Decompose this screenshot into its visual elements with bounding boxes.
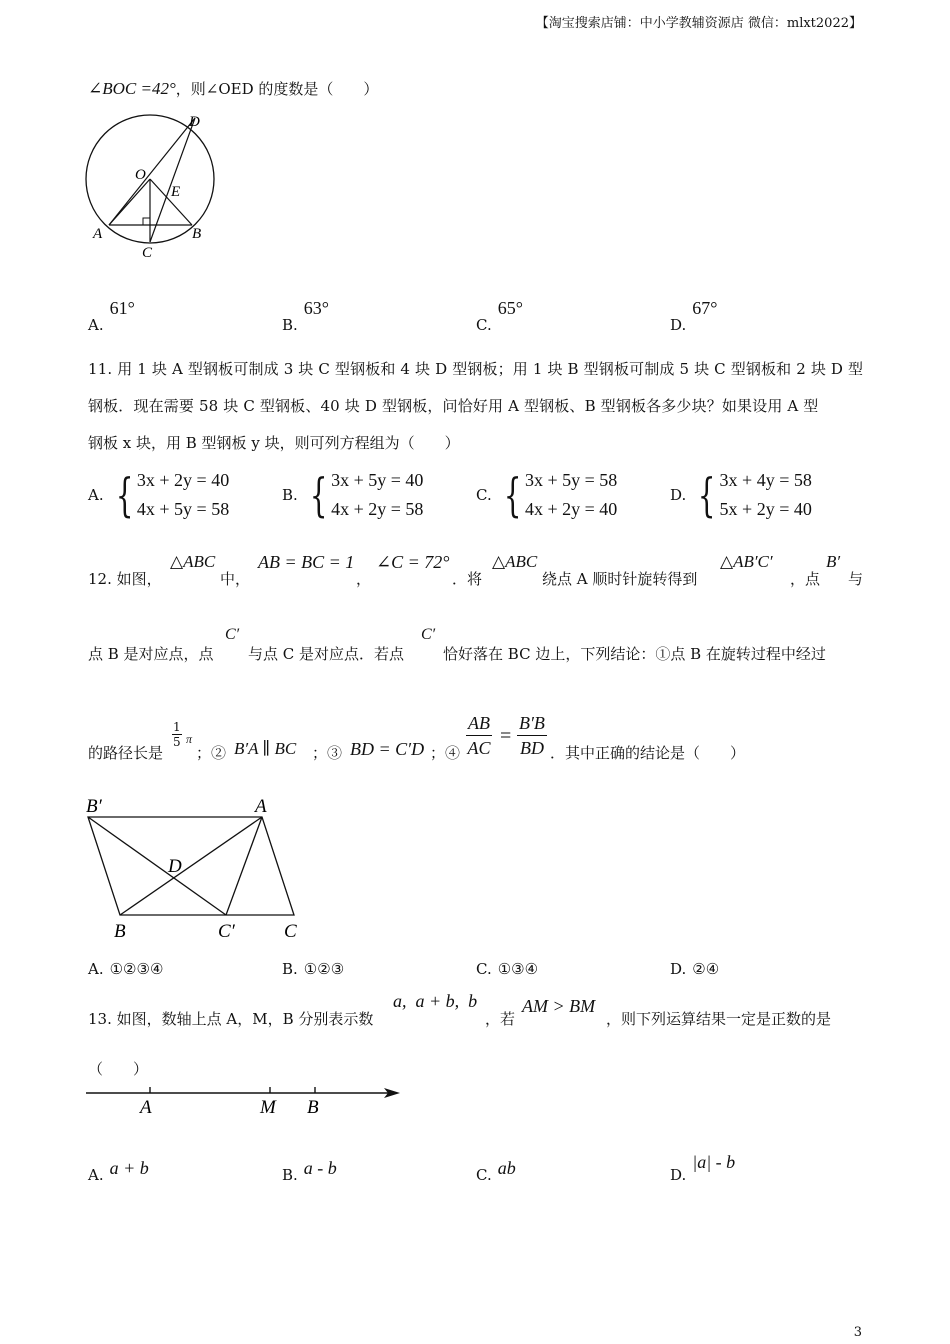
q12-p5: 绕点 A 顺时针旋转得到: [542, 570, 698, 588]
q12-l2c: 恰好落在 BC 边上，下列结论：①点 B 在旋转过程中经过: [443, 645, 826, 663]
q11-line3: 钢板 x 块，用 B 型钢板 y 块，则可列方程组为（ ）: [88, 434, 460, 452]
q11-line2: 钢板．现在需要 58 块 C 型钢板、40 块 D 型钢板，问恰好用 A 型钢板、B 型钢板各多少块？如果设用 A 型: [88, 397, 819, 415]
q11-option-b[interactable]: B. { 3x + 5y = 40 4x + 2y = 58: [282, 468, 424, 522]
q10-figure: [84, 110, 224, 262]
page-number: 3: [853, 1325, 862, 1340]
q13-label-b: B: [307, 1097, 319, 1118]
q12-m6: B′: [826, 552, 841, 571]
q10-label-d: D: [189, 114, 200, 130]
q13-label-a: A: [140, 1097, 152, 1118]
q10-stem: [88, 80, 378, 97]
q12-l3d: ；④: [430, 744, 461, 762]
q10-seg-cd: [150, 118, 195, 242]
q12-p2: 中，: [220, 570, 251, 588]
q12-p7: 与: [848, 570, 864, 588]
q13-option-a[interactable]: A. a + b: [88, 1158, 149, 1184]
q13-m2: AM > BM: [522, 996, 596, 1016]
q13-label-m: M: [260, 1097, 276, 1118]
q12-seg-b-a: [120, 817, 262, 915]
q10-stem-text: ，则∠OED 的度数是（ ）: [175, 80, 379, 98]
q13-line2: （ ）: [88, 1060, 149, 1078]
q12-p6: ，点: [790, 570, 821, 588]
q12-label-d: D: [168, 856, 182, 877]
q13-p2: ，若: [485, 1010, 516, 1028]
q12-option-c[interactable]: C. ①③④: [476, 960, 539, 978]
q12-l3a: 的路径长是: [88, 744, 164, 762]
q12-pi: π: [186, 732, 193, 746]
q13-p1: 13. 如图，数轴上点 A，M，B 分别表示数: [88, 1010, 374, 1028]
q12-label-c: C: [284, 921, 297, 942]
q10-label-e: E: [171, 184, 181, 200]
q10-label-b: B: [192, 226, 202, 242]
brace-icon: {: [503, 468, 522, 522]
q12-l3b: ；②: [196, 744, 227, 762]
q12-p4: ．将: [452, 570, 483, 588]
q10-option-c[interactable]: C.65°: [476, 298, 523, 334]
brace-icon: {: [698, 468, 716, 522]
q12-option-d[interactable]: D. ②④: [670, 960, 720, 978]
q13-p3: ，则下列运算结果一定是正数的是: [606, 1010, 832, 1028]
q12-p3: ，: [356, 570, 372, 588]
q12-p1: 12. 如图，: [88, 570, 162, 588]
q12-l2a: 点 B 是对应点，点: [88, 645, 214, 663]
q12-l3e: ．其中正确的结论是（ ）: [550, 744, 746, 762]
q12-m3: ∠C = 72°: [376, 552, 450, 572]
q10-label-c: C: [142, 245, 153, 261]
q12-l3c: ；③: [312, 744, 343, 762]
q11-option-c[interactable]: C. { 3x + 5y = 58 4x + 2y = 40: [476, 468, 618, 522]
q10-option-a[interactable]: A.61°: [88, 298, 135, 334]
q12-m8: C′: [421, 626, 436, 643]
q12-label-b: B: [114, 921, 126, 942]
q10-option-d[interactable]: D.67°: [670, 298, 718, 334]
q10-option-b[interactable]: B.63°: [282, 298, 329, 334]
q12-label-bp: B′: [86, 796, 102, 817]
q12-figure: [80, 792, 310, 942]
q12-seg-a-cp: [226, 817, 262, 915]
q13-option-d[interactable]: D.|a| - b: [670, 1152, 736, 1184]
q11-option-d[interactable]: D. { 3x + 4y = 58 5x + 2y = 40: [670, 468, 812, 522]
q12-frac-1-5: 1 5: [173, 720, 181, 749]
q10-right-angle: [143, 218, 150, 225]
q13-number-line: [84, 1080, 406, 1120]
q12-label-a: A: [255, 796, 267, 817]
q12-m10: BD = C′D: [350, 739, 425, 759]
q12-option-a[interactable]: A. ①②③④: [88, 960, 164, 978]
q12-frac-bb-bd: $\frac{B'B}{BD}$: [519, 713, 545, 758]
q10-seg-ad: [109, 118, 195, 225]
q12-m4: △ABC: [492, 552, 538, 571]
q12-m7: C′: [225, 626, 240, 643]
q10-label-o: O: [135, 167, 146, 183]
brace-icon: {: [115, 468, 134, 522]
q12-m2: AB = BC = 1: [258, 552, 355, 572]
q12-l2b: 与点 C 是对应点．若点: [248, 645, 405, 663]
q12-option-b[interactable]: B. ①②③: [282, 960, 345, 978]
page-header: 【淘宝搜索店铺：中小学教辅资源店 微信：mlxt2022】: [535, 16, 862, 31]
brace-icon: {: [309, 468, 328, 522]
q13-option-b[interactable]: B. a - b: [282, 1158, 337, 1184]
q12-frac-ab-ac: $\frac{AB}{AC}$: [467, 713, 491, 758]
q12-m9: B′A ∥ BC: [234, 739, 297, 758]
q11-line1: 11. 用 1 块 A 型钢板可制成 3 块 C 型钢板和 4 块 D 型钢板；用 1 块 B 型钢板可制成 5 块 C 型钢板和 2 块 D 型: [88, 360, 864, 378]
q10-angle: ∠BOC =42°: [88, 79, 176, 98]
q12-m1: △ABC: [170, 552, 216, 571]
q12-label-cp: C′: [218, 921, 235, 942]
q13-option-c[interactable]: C. ab: [476, 1158, 516, 1184]
q12-equals: =: [500, 725, 512, 747]
q11-option-a[interactable]: A. { 3x + 2y = 40 4x + 5y = 58: [88, 468, 230, 522]
q13-m1: a, a + b, b: [393, 991, 478, 1011]
q12-m5: △AB′C′: [720, 552, 773, 571]
q12-seg-bp-cp: [88, 817, 226, 915]
q10-label-a: A: [93, 226, 103, 242]
